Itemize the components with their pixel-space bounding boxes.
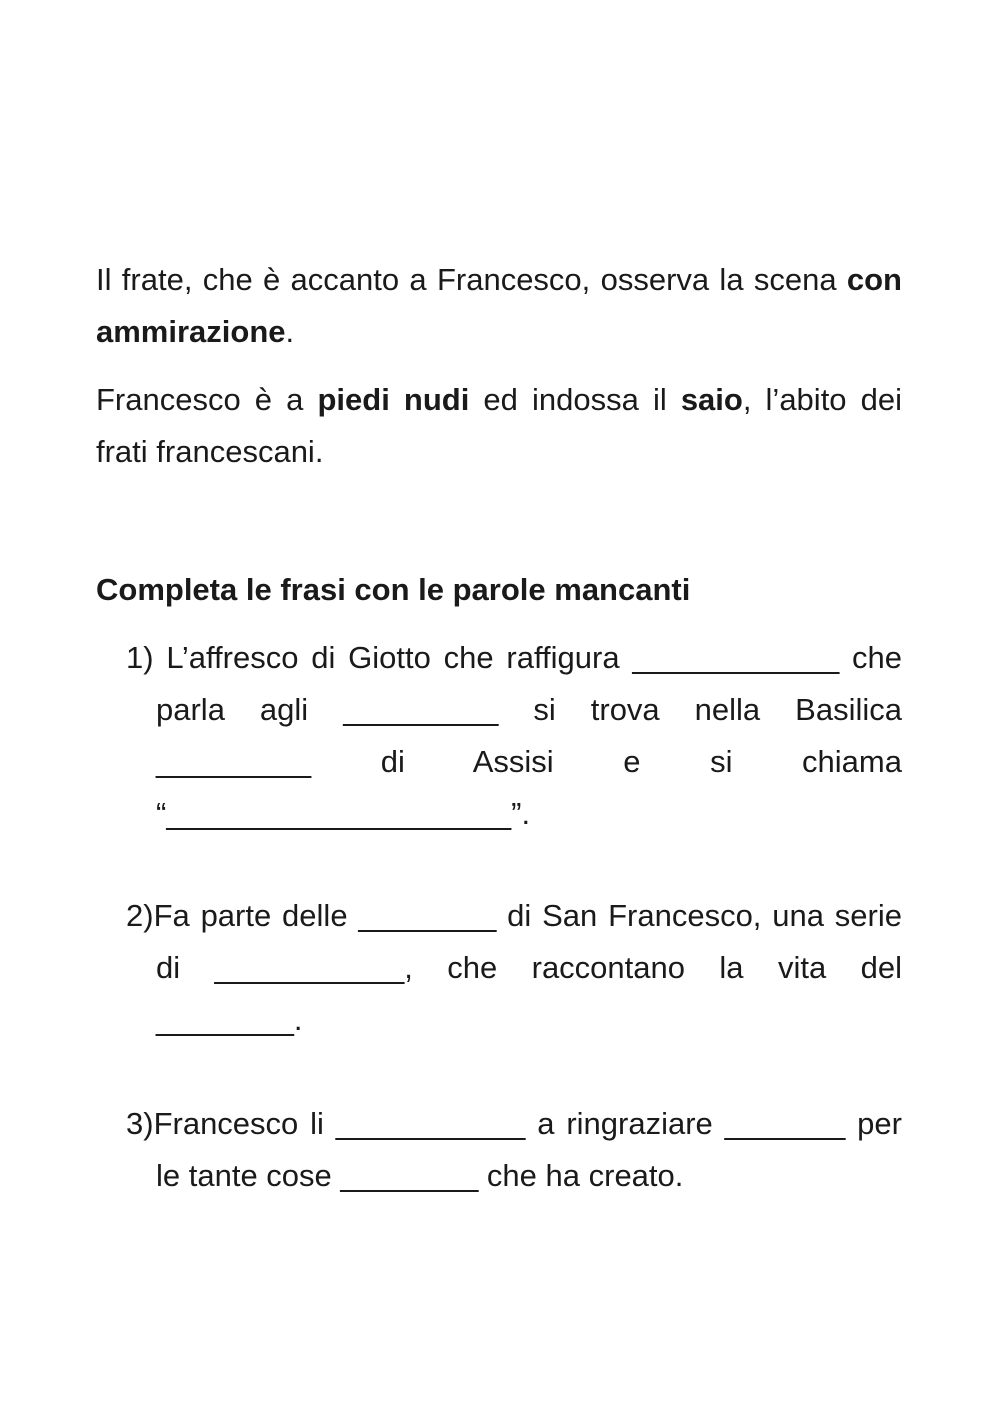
intro-p2-text-1: Francesco è a bbox=[96, 382, 318, 417]
intro-p2-bold-1: piedi nudi bbox=[317, 382, 470, 417]
intro-p1-bold: con ammirazione bbox=[96, 262, 902, 349]
exercise-item-1: 1) L’affresco di Giotto che raffigura ____________ che parla agli _________ si trova nella Basilica _________ di Assisi e si chiama “____________________”. bbox=[126, 640, 902, 831]
exercise-heading: Completa le frasi con le parole mancanti bbox=[96, 572, 691, 607]
intro-p1-end: . bbox=[285, 314, 295, 349]
intro-p2-bold-2: saio bbox=[680, 382, 743, 417]
exercise-item-2: 2)Fa parte delle ________ di San Francesco, una serie di ___________, che raccontano la vita del ________. bbox=[126, 898, 902, 1037]
intro-paragraph-2 bbox=[96, 374, 902, 478]
intro-p2-text-2: ed indossa il bbox=[469, 382, 681, 417]
intro-paragraph-1 bbox=[96, 254, 902, 358]
intro-p2-text-3: , l’abito dei frati francescani. bbox=[96, 382, 903, 469]
exercise-item-3: 3)Francesco li ___________ a ringraziare _______ per le tante cose ________ che ha creato. bbox=[126, 1106, 902, 1193]
intro-p1-text: Il frate, che è accanto a Francesco, osserva la scena bbox=[96, 262, 847, 297]
